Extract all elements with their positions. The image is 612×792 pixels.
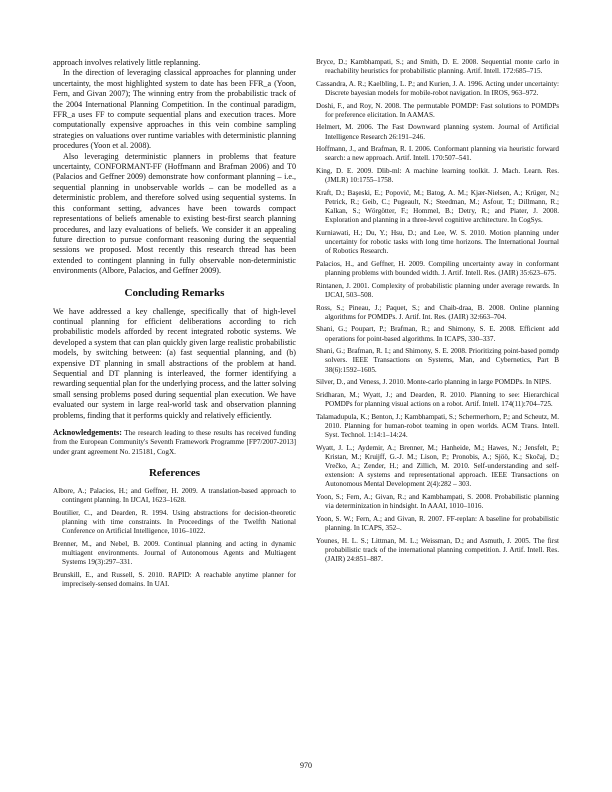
reference-item: Kurniawati, H.; Du, Y.; Hsu, D.; and Lee, W. S. 2010. Motion planning under uncertainty for robotic tasks with long time horizons. The International Journal of Robotics Research. (316, 228, 559, 256)
reference-item: Yoon, S. W.; Fern, A.; and Givan, R. 2007. FF-replan: A baseline for probabilistic planning. In ICAPS, 352–. (316, 514, 559, 532)
acknowledgements-text: The research leading to these results has received funding from the European Community's Seventh Framework Programme [FP7/2007-2013] under grant agreement No. 215181, CogX. (53, 429, 297, 456)
reference-list-left (53, 487, 296, 589)
reference-item: Wyatt, J. L.; Aydemir, A.; Brenner, M.; Hanheide, M.; Hawes, N.; Jensfelt, P.; Kristan, M.; Kruijff, G.-J. M.; Lison, P.; Pronobis, A.; Sjöö, K.; Skočaj, D.; Vrečko, A.; Zender, H.; and Zillich, M. 2010. Self-understanding and self-extension: A systems and representational approach. IEEE Transactions on Autonomous Mental Development 2(4):282 – 303. (316, 443, 559, 489)
body-paragraph: Also leveraging deterministic planners in problems that feature uncertainty, CONFORMANT-FF (Hoffmann and Brafman 2006) and T0 (Palacios and Geffner 2009) demonstrate how conformant planning – i.e., sequential planning in unobservable worlds – can be modelled as a deterministic problem, and therefore solved using sequential systems. In this conformant setting, advances have been towards compact representations of beliefs amenable to existing best-first search planning procedures, and lazy evaluations of beliefs. We consider it an appealing future direction to pursue conformant reasoning during the sequential sessions we proposed. Most recently this research thread has been extended to contingent planning in fully observable non-deterministic environments (Albore, Palacios, and Geffner 2009). (53, 151, 296, 276)
reference-item: Talamadupula, K.; Benton, J.; Kambhampati, S.; Schermerhorn, P.; and Scheutz, M. 2010. Planning for human-robot teaming in open worlds. ACM Trans. Intell. Syst. Technol. 1:14:1–14:24. (316, 412, 559, 439)
reference-item: Doshi, F., and Roy, N. 2008. The permutable POMDP: Fast solutions to POMDPs for preference elicitation. In AAMAS. (316, 101, 559, 119)
reference-item: Sridharan, M.; Wyatt, J.; and Dearden, R. 2010. Planning to see: Hierarchical POMDPs for planning visual actions on a robot. Artif. Intell. 174(11):704–725. (316, 390, 559, 408)
reference-item: Yoon, S.; Fern, A.; Givan, R.; and Kambhampati, S. 2008. Probabilistic planning via determinization in hindsight. In AAAI, 1010–1016. (316, 492, 559, 511)
acknowledgements-label: Acknowledgements: (53, 428, 122, 437)
reference-item: Shani, G.; Brafman, R. I.; and Shimony, S. E. 2008. Prioritizing point-based pomdp solvers. IEEE Transactions on Systems, Man, and Cybernetics, Part B 38(6):1592–1605. (316, 347, 559, 374)
page-number: 970 (300, 761, 312, 770)
reference-item: Brenner, M., and Nebel, B. 2009. Continual planning and acting in dynamic multiagent environments. Journal of Autonomous Agents and Multiagent Systems 19(3):297–331. (53, 540, 296, 567)
reference-item: Palacios, H., and Geffner, H. 2009. Compiling uncertainty away in conformant planning problems with bounded width. J. Artif. Intell. Res. (JAIR) 35:623–675. (316, 259, 559, 278)
reference-item: Albore, A.; Palacios, H.; and Geffner, H. 2009. A translation-based approach to contingent planning. In IJCAI, 1623–1628. (53, 487, 296, 505)
reference-item: Cassandra, A. R.; Kaelbling, L. P.; and Kurien, J. A. 1996. Acting under uncertainty: Discrete bayesian models for mobile-robot navigation. In IROS, 963–972. (316, 79, 559, 97)
reference-item: Shani, G.; Poupart, P.; Brafman, R.; and Shimony, S. E. 2008. Efficient add operations for point-based algorithms. In ICAPS, 330–337. (316, 325, 559, 343)
section-heading-references: References (148, 467, 201, 480)
reference-item: Rintanen, J. 2001. Complexity of probabilistic planning under average rewards. In IJCAI, 503–508. (316, 281, 559, 299)
reference-item: Hoffmann, J., and Brafman, R. I. 2006. Conformant planning via heuristic forward search: a new approach. Artif. Intell. 170:507–541. (316, 145, 559, 163)
reference-list-right (316, 58, 559, 564)
reference-item: Helmert, M. 2006. The Fast Downward planning system. Journal of Artificial Intelligence Research 26:191–246. (316, 123, 559, 141)
reference-item: Younes, H. L. S.; Littman, M. L.; Weissman, D.; and Asmuth, J. 2005. The first probabilistic track of the international planning competition. J. Artif. Intell. Res. (JAIR) 24:851–887. (316, 536, 559, 563)
reference-item: Boutilier, C., and Dearden, R. 1994. Using abstractions for decision-theoretic planning with time constraints. In Proceedings of the Twelfth National Conference on Artificial Intelligence, 1016–1022. (53, 509, 296, 536)
reference-item: Bryce, D.; Kambhampati, S.; and Smith, D. E. 2008. Sequential monte carlo in reachability heuristics for probabilistic planning. Artif. Intell. 172:685–715. (316, 58, 559, 76)
concluding-paragraph: We have addressed a key challenge, specifically that of high-level continual planning for efficient deliberations according to rich probabilistic models afforded by recent integrated robotic systems. We developed a system that can plan quickly given large realistic probabilistic models, by switching between: (a) fast sequential planning, and (b) expensive DT planning in small abstractions of the problem at hand. Sequential and DT planning is interleaved, the former identifying a rewarding sequential plan for the underlying process, and the latter solving small sensing problems posed during sequential plan execution. We have evaluated our system in large real-world task and observation planning problems, finding that it performs quickly and relatively efficiently. (53, 306, 296, 420)
reference-item: Ross, S.; Pineau, J.; Paquet, S.; and Chaib-draa, B. 2008. Online planning algorithms for POMDPs. J. Artif. Int. Res. (JAIR) 32:663–704. (316, 303, 559, 321)
reference-item: Brunskill, E., and Russell, S. 2010. RAPID: A reachable anytime planner for imprecisely-sensed domains. In UAI. (53, 571, 296, 589)
right-column (316, 58, 559, 568)
reference-item: Silver, D., and Veness, J. 2010. Monte-carlo planning in large POMDPs. In NIPS. (316, 378, 552, 387)
acknowledgements (53, 428, 296, 457)
section-heading-concluding-remarks: Concluding Remarks (124, 286, 225, 299)
reference-item: Kraft, D.; Başeski, E.; Popović, M.; Batog, A. M.; Kjær-Nielsen, A.; Krüger, N.; Petrick, R.; Geib, C.; Pugeault, N.; Steedman, M.; Asfour, T.; Dillmann, R.; Kalkan, S.; Wörgötter, F.; Hommel, B.; Detry, R.; and Piater, J. 2008. Exploration and planning in a three-level cognitive architecture. In CogSys. (316, 188, 559, 225)
body-paragraph: In the direction of leveraging classical approaches for planning under uncertainty, the most highlighted system to date has been FFR_a (Yoon, Fern, and Givan 2007); The winning entry from the probabilistic track of the 2004 International Planning Competition. In the continual paradigm, FFR_a uses FF to compute sequential plans and execution traces. More computationally expensive approaches in this vein combine sampling strategies on valuations over runtime variables with deterministic planning procedures (Yoon et al. 2008). (53, 68, 296, 151)
left-column (53, 58, 296, 593)
reference-item: King, D. E. 2009. Dlib-ml: A machine learning toolkit. J. Mach. Learn. Res. (JMLR) 10:1755–1758. (316, 166, 559, 185)
body-paragraph: approach involves relatively little replanning. (53, 58, 201, 67)
